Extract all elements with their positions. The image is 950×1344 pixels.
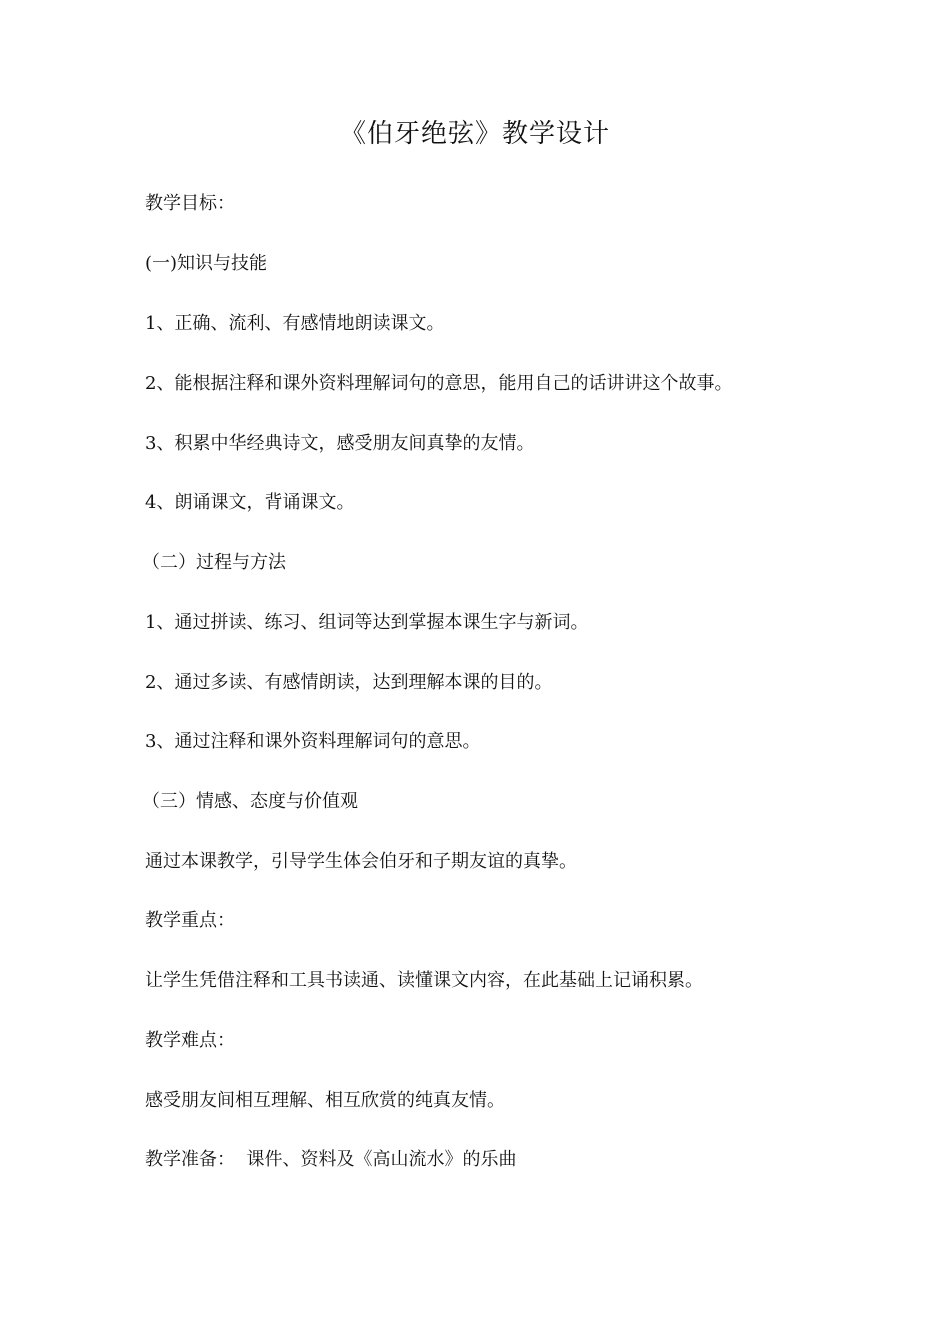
process-item: 2、通过多读、有感情朗读，达到理解本课的目的。 (145, 672, 553, 693)
section-heading-difficulties: 教学难点： (145, 1030, 235, 1051)
subsection-emotion-values: （三）情感、态度与价值观 (142, 791, 358, 812)
objective-item: 1、正确、流利、有感情地朗读课文。 (145, 313, 445, 334)
preparation-line: 教学准备： 课件、资料及《高山流水》的乐曲 (145, 1149, 517, 1170)
subsection-process-method: （二）过程与方法 (142, 552, 286, 573)
section-heading-key-points: 教学重点： (145, 910, 235, 931)
key-points-text: 让学生凭借注释和工具书读通、读懂课文内容，在此基础上记诵积累。 (145, 970, 703, 991)
subsection-knowledge-skills: (一)知识与技能 (145, 253, 268, 274)
section-heading-objectives: 教学目标： (145, 193, 235, 214)
difficulties-text: 感受朋友间相互理解、相互欣赏的纯真友情。 (145, 1090, 505, 1111)
document-title: 《伯牙绝弦》教学设计 (339, 119, 610, 149)
emotion-item: 通过本课教学，引导学生体会伯牙和子期友谊的真挚。 (145, 851, 577, 872)
objective-item: 2、能根据注释和课外资料理解词句的意思，能用自己的话讲讲这个故事。 (145, 373, 733, 394)
process-item: 1、通过拼读、练习、组词等达到掌握本课生字与新词。 (145, 612, 589, 633)
process-item: 3、通过注释和课外资料理解词句的意思。 (145, 731, 481, 752)
objective-item: 4、朗诵课文，背诵课文。 (145, 492, 355, 513)
objective-item: 3、积累中华经典诗文，感受朋友间真挚的友情。 (145, 433, 535, 454)
